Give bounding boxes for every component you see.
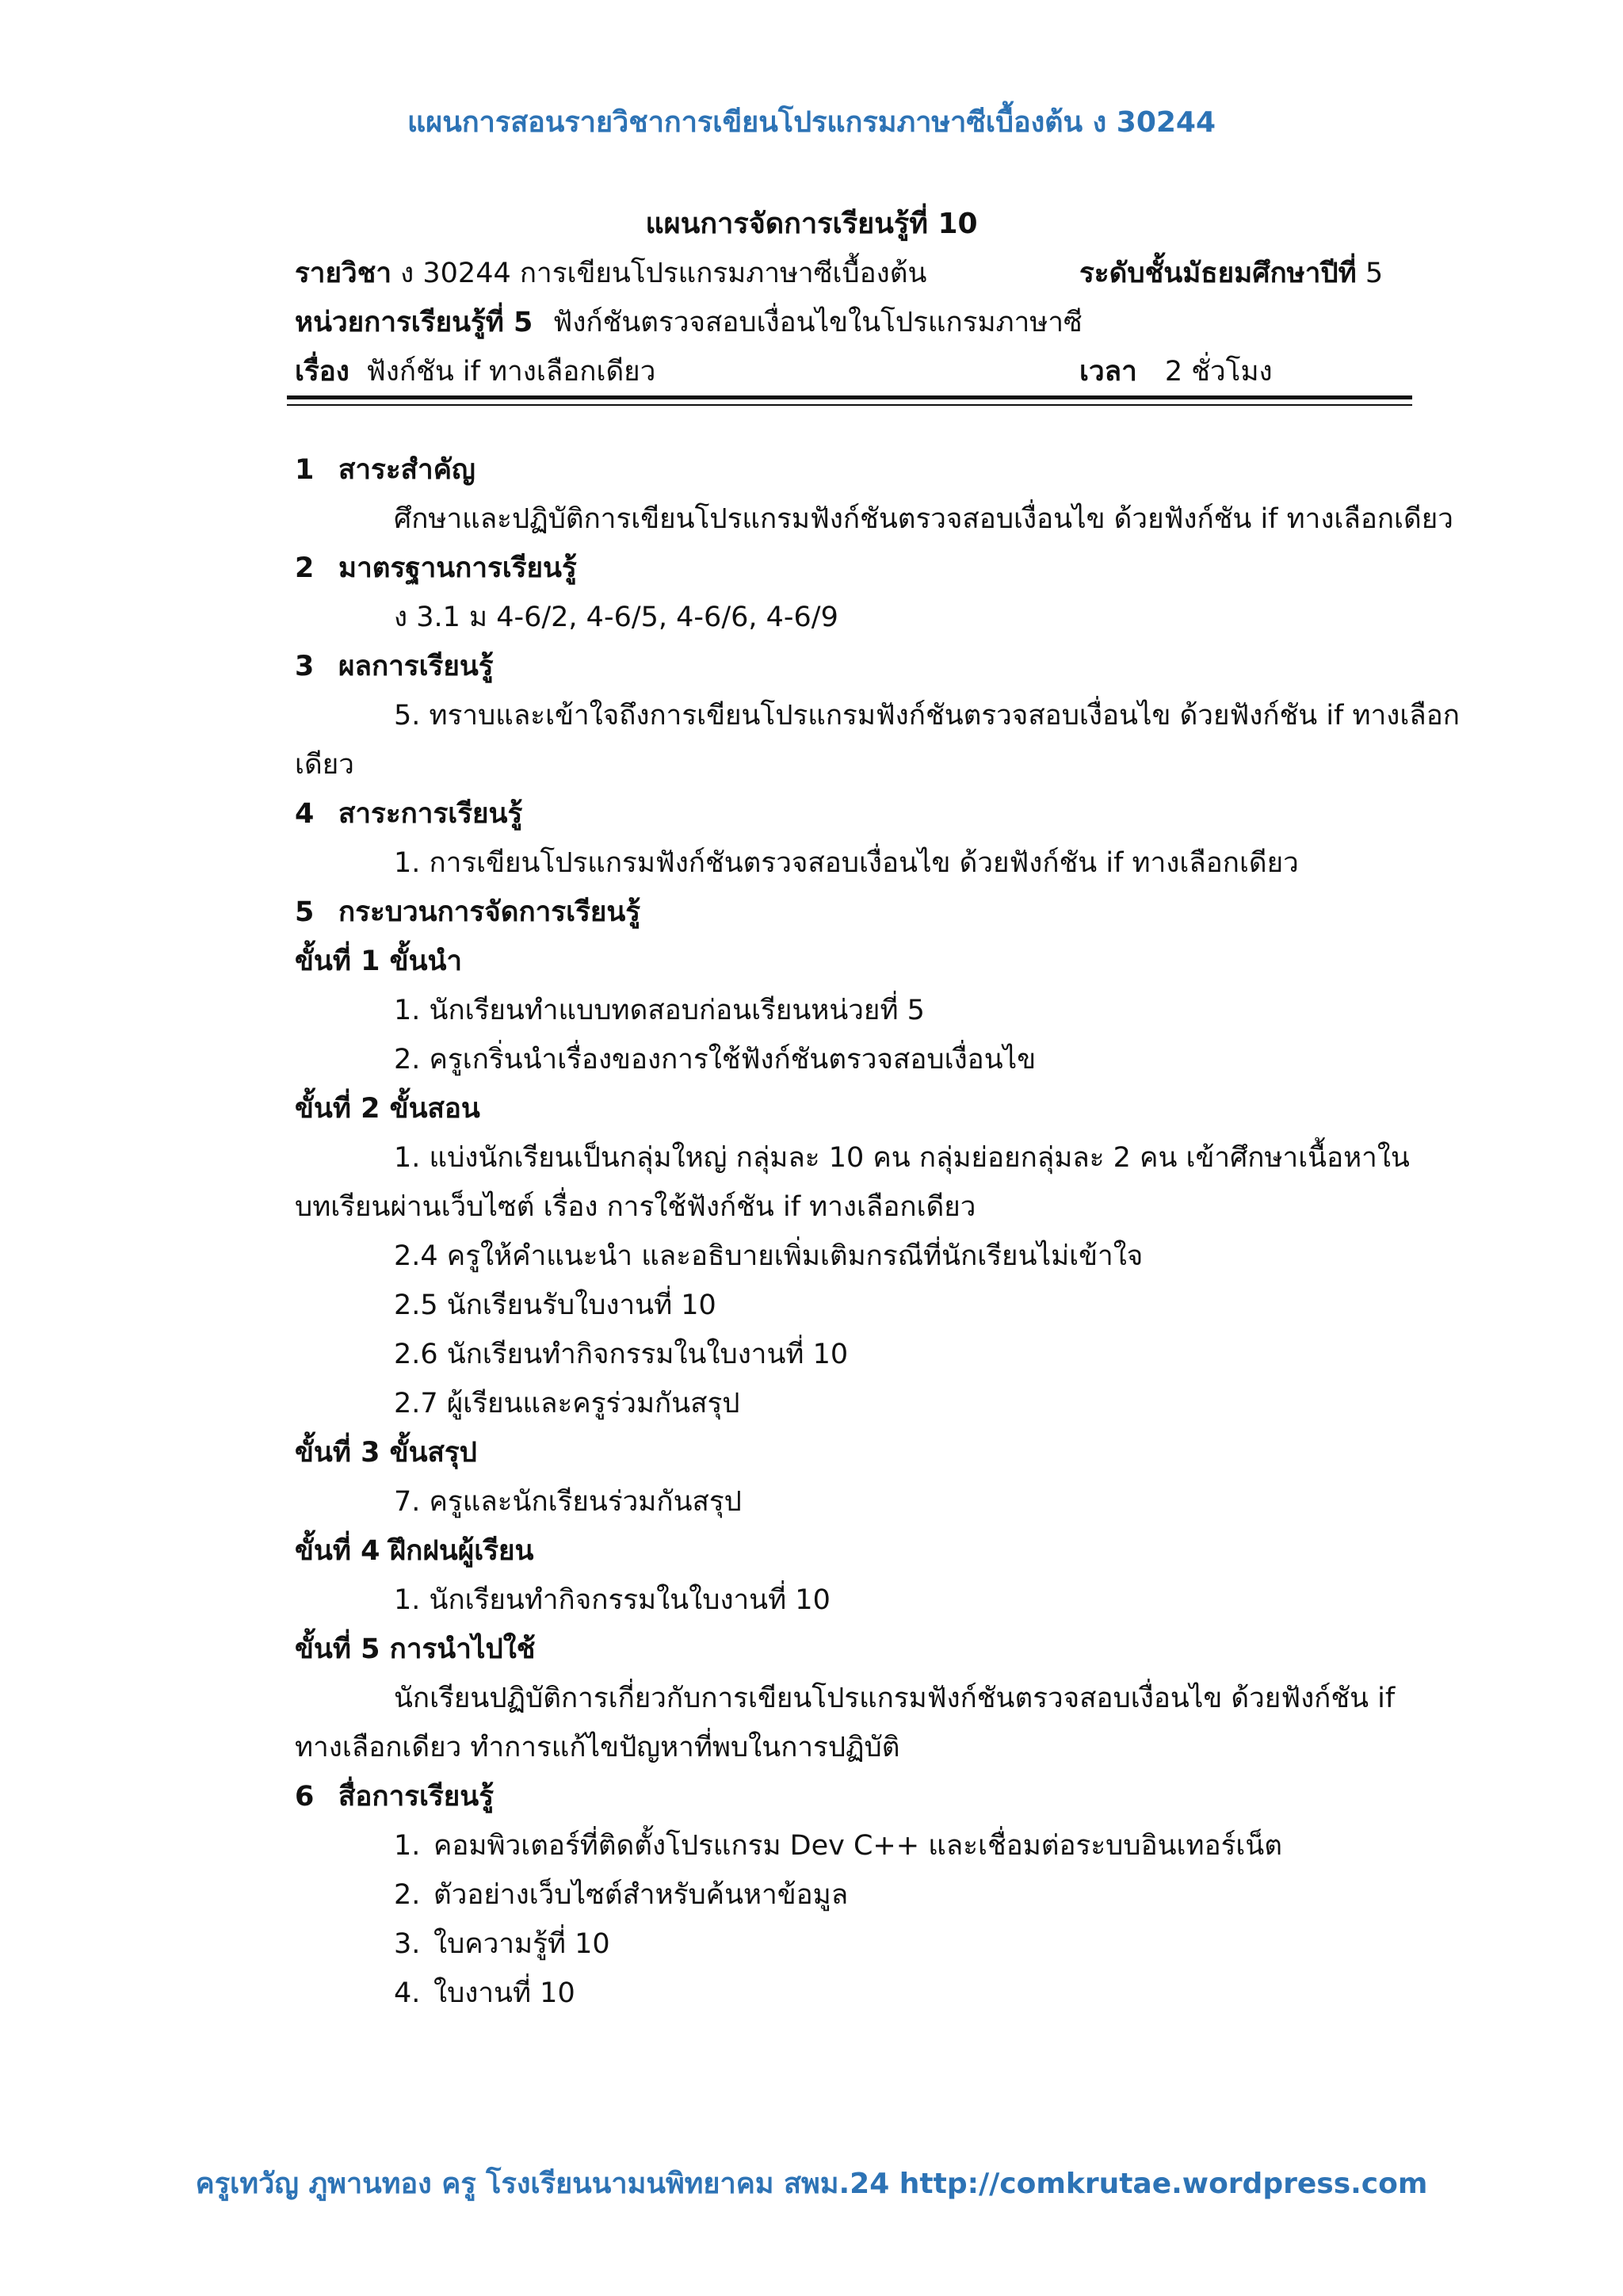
section-4-number: 4: [295, 798, 315, 830]
media-item-text: ใบความรู้ที่ 10: [433, 1928, 610, 1960]
section-5-heading: [295, 896, 640, 928]
step-5-line1: นักเรียนปฏิบัติการเกี่ยวกับการเขียนโปรแกรมฟังก์ชันตรวจสอบเงื่อนไข ด้วยฟังก์ชัน if: [394, 1683, 1396, 1714]
media-item: [394, 1977, 575, 2009]
section-3-heading: [295, 651, 494, 682]
media-item-number: 4.: [394, 1977, 421, 2009]
section-2-heading: [295, 552, 577, 584]
section-2-title: มาตรฐานการเรียนรู้: [338, 552, 577, 584]
document-footer: ครูเทวัญ ภูพานทอง ครู โรงเรียนนามนพิทยาคม สพม.24 http://comkrutae.wordpress.com: [195, 2168, 1428, 2200]
section-1-heading: [295, 454, 475, 486]
step-2-item: 2.5 นักเรียนรับใบงานที่ 10: [394, 1289, 716, 1321]
section-3-title: ผลการเรียนรู้: [338, 651, 494, 682]
media-item-number: 2.: [394, 1879, 421, 1911]
topic-value: ฟังก์ชัน if ทางเลือกเดียว: [366, 356, 656, 388]
step-4-item: 1. นักเรียนทำกิจกรรมในใบงานที่ 10: [394, 1584, 831, 1616]
unit-label: หน่วยการเรียนรู้ที่ 5: [295, 307, 533, 338]
topic-row: [295, 356, 655, 388]
step-1-item: 2. ครูเกริ่นนำเรื่องของการใช้ฟังก์ชันตรวจสอบเงื่อนไข: [394, 1044, 1037, 1075]
section-1-title: สาระสำคัญ: [338, 454, 475, 486]
step-3-title: ขั้นที่ 3 ขั้นสรุป: [295, 1437, 477, 1469]
step-2-title: ขั้นที่ 2 ขั้นสอน: [295, 1093, 480, 1125]
media-item-text: ใบงานที่ 10: [433, 1977, 575, 2009]
step-2-item: 2.4 ครูให้คำแนะนำ และอธิบายเพิ่มเติมกรณีที่นักเรียนไม่เข้าใจ: [394, 1240, 1144, 1272]
media-item: [394, 1879, 848, 1911]
step-1-title: ขั้นที่ 1 ขั้นนำ: [295, 946, 463, 977]
level-value: 5: [1365, 258, 1384, 289]
subject-row: [295, 258, 926, 289]
level-label: ระดับชั้นมัธยมศึกษาปีที่: [1079, 258, 1357, 289]
section-3-number: 3: [295, 651, 315, 682]
subject-value: ง 30244 การเขียนโปรแกรมภาษาซีเบื้องต้น: [400, 258, 927, 289]
media-item-text: คอมพิวเตอร์ที่ติดตั้งโปรแกรม Dev C++ และเชื่อมต่อระบบอินเทอร์เน็ต: [433, 1830, 1283, 1862]
media-item: [394, 1830, 1282, 1862]
section-2-body: ง 3.1 ม 4-6/2, 4-6/5, 4-6/6, 4-6/9: [394, 602, 838, 633]
step-3-item: 7. ครูและนักเรียนร่วมกันสรุป: [394, 1486, 742, 1518]
unit-row: [295, 307, 1083, 338]
section-4-body: 1. การเขียนโปรแกรมฟังก์ชันตรวจสอบเงื่อนไข ด้วยฟังก์ชัน if ทางเลือกเดียว: [394, 847, 1299, 879]
header-divider-thick: [287, 395, 1412, 399]
header-divider-thin: [287, 404, 1412, 406]
topic-label: เรื่อง: [295, 356, 349, 388]
step-2-item: 2.6 นักเรียนทำกิจกรรมในใบงานที่ 10: [394, 1339, 849, 1370]
level-row: [1079, 258, 1383, 289]
subject-label: รายวิชา: [295, 258, 392, 289]
step-4-title: ขั้นที่ 4 ฝึกฝนผู้เรียน: [295, 1535, 534, 1567]
step-2-item1-line2: บทเรียนผ่านเว็บไซต์ เรื่อง การใช้ฟังก์ชัน if ทางเลือกเดียว: [295, 1191, 976, 1223]
step-5-title: ขั้นที่ 5 การนำไปใช้: [295, 1633, 536, 1665]
section-5-title: กระบวนการจัดการเรียนรู้: [338, 896, 641, 928]
document-header: แผนการสอนรายวิชาการเขียนโปรแกรมภาษาซีเบื้องต้น ง 30244: [407, 106, 1216, 139]
section-6-heading: [295, 1781, 494, 1813]
section-1-number: 1: [295, 454, 315, 486]
media-item-text: ตัวอย่างเว็บไซต์สำหรับค้นหาข้อมูล: [433, 1879, 849, 1911]
step-2-item: 2.7 ผู้เรียนและครูร่วมกันสรุป: [394, 1388, 740, 1419]
time-row: [1079, 356, 1273, 388]
section-2-number: 2: [295, 552, 315, 584]
section-5-number: 5: [295, 896, 315, 928]
time-value: 2 ชั่วโมง: [1164, 356, 1273, 388]
section-6-title: สื่อการเรียนรู้: [338, 1781, 495, 1813]
section-4-heading: [295, 798, 522, 830]
step-2-item1-line1: 1. แบ่งนักเรียนเป็นกลุ่มใหญ่ กลุ่มละ 10 คน กลุ่มย่อยกลุ่มละ 2 คน เข้าศึกษาเนื้อหาใน: [394, 1142, 1410, 1174]
plan-title: แผนการจัดการเรียนรู้ที่ 10: [645, 208, 978, 240]
media-item: [394, 1928, 610, 1960]
section-3-body-line1: 5. ทราบและเข้าใจถึงการเขียนโปรแกรมฟังก์ชันตรวจสอบเงื่อนไข ด้วยฟังก์ชัน if ทางเลือก: [394, 700, 1460, 732]
unit-value: ฟังก์ชันตรวจสอบเงื่อนไขในโปรแกรมภาษาซี: [552, 307, 1083, 338]
section-1-body: ศึกษาและปฏิบัติการเขียนโปรแกรมฟังก์ชันตรวจสอบเงื่อนไข ด้วยฟังก์ชัน if ทางเลือกเดียว: [394, 503, 1453, 535]
step-1-item: 1. นักเรียนทำแบบทดสอบก่อนเรียนหน่วยที่ 5: [394, 995, 925, 1026]
section-6-number: 6: [295, 1781, 315, 1813]
section-4-title: สาระการเรียนรู้: [338, 798, 523, 830]
section-3-body-line2: เดียว: [295, 749, 354, 781]
time-label: เวลา: [1079, 356, 1137, 388]
step-5-line2: ทางเลือกเดียว ทำการแก้ไขปัญหาที่พบในการปฏิบัติ: [295, 1732, 900, 1763]
media-item-number: 1.: [394, 1830, 421, 1862]
media-item-number: 3.: [394, 1928, 421, 1960]
